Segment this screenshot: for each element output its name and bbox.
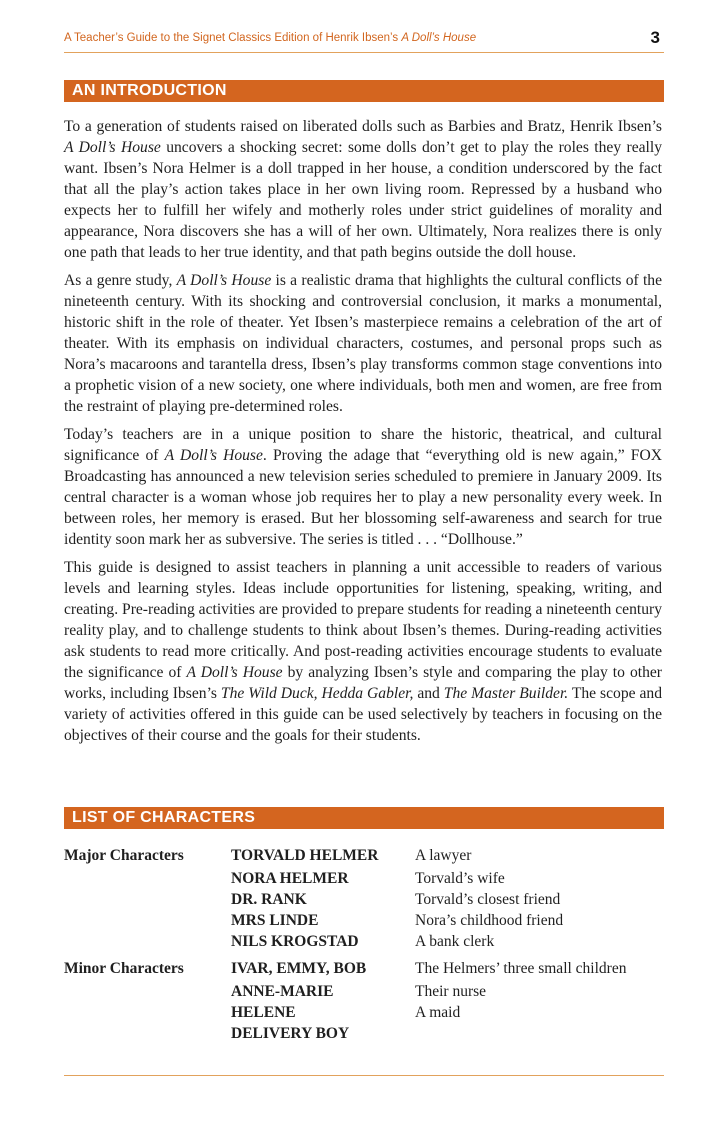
- character-name: HELENE: [231, 1004, 296, 1021]
- character-name: IVAR, EMMY, BOB: [231, 960, 367, 977]
- character-role: Their nurse: [415, 983, 487, 1000]
- character-row: [64, 1023, 664, 1044]
- character-list: [64, 845, 664, 1044]
- character-name: TORVALD HELMER: [231, 847, 379, 864]
- character-role: Torvald’s wife: [415, 870, 505, 887]
- character-row: [64, 845, 664, 866]
- character-role: A lawyer: [415, 847, 472, 864]
- paragraph-3: Today’s teachers are in a unique position to share the historic, theatrical, and cultural significance of A Doll’s House. Proving the adage that “everything old is new again,” FOX Broadcasting has announced a new television series scheduled to premiere in January 2009. Its central character is a woman whose job requires her to play a new personality every week. In between roles, her memory is erased. But her blossoming self-awareness and search for true identity soon mark her as subversive. The series is titled . . . “Dollhouse.”: [64, 426, 662, 548]
- page-number: 3: [650, 28, 660, 47]
- character-role: [415, 1023, 664, 1044]
- character-name: MRS LINDE: [231, 912, 319, 929]
- character-name: DR. RANK: [231, 891, 307, 908]
- character-role: Nora’s childhood friend: [415, 912, 564, 929]
- character-row: [64, 931, 664, 952]
- character-name: ANNE-MARIE: [231, 983, 334, 1000]
- character-row: [64, 958, 664, 979]
- character-row: [64, 868, 664, 889]
- character-role: The Helmers’ three small children: [415, 960, 627, 977]
- character-name: NILS KROGSTAD: [231, 933, 359, 950]
- paragraph-1: To a generation of students raised on liberated dolls such as Barbies and Bratz, Henrik Ibsen’s A Doll’s House uncovers a shocking secret: some dolls don’t get to play the roles they really want. Ibsen’s Nora Helmer is a doll trapped in her house, a condition underscored by the fact that all the play’s action takes place in her own living room. Repressed by a husband who expects her to fulfill her wifely and motherly roles under strict guidelines of morality and appearance, Nora discovers she has a will of her own. Ultimately, Nora realizes there is only one path that leads to her true identity, and that path begins outside the doll house.: [64, 118, 662, 261]
- running-header: [64, 28, 664, 53]
- character-role: A maid: [415, 1004, 461, 1021]
- footer-rule: [64, 1075, 664, 1076]
- paragraph-4: This guide is designed to assist teachers in planning a unit accessible to readers of various levels and learning styles. Ideas include opportunities for listening, speaking, writing, and creating. Pre-reading activities are provided to prepare students for reading a nineteenth century reality play, and to challenge students to think about Ibsen’s themes. During-reading activities ask students to read more critically. And post-reading activities encourage students to evaluate the significance of A Doll’s House by analyzing Ibsen’s style and comparing the play to other works, including Ibsen’s The Wild Duck, Hedda Gabler, and The Master Builder. The scope and variety of activities offered in this guide can be used selectively by teachers in focusing on the objectives of their course and the goals for their students.: [64, 559, 663, 744]
- header-title: A Teacher’s Guide to the Signet Classics Edition of Henrik Ibsen’s A Doll’s House: [64, 32, 477, 44]
- group-label-major: Major Characters: [64, 847, 184, 864]
- group-label-minor: Minor Characters: [64, 960, 184, 977]
- section-heading-characters: LIST OF CHARACTERS: [64, 807, 664, 829]
- character-role: Torvald’s closest friend: [415, 891, 561, 908]
- paragraph-2: As a genre study, A Doll’s House is a realistic drama that highlights the cultural conflicts of the nineteenth century. With its shocking and controversial conclusion, it marks a monumental, historic shift in the role of theater. Yet Ibsen’s masterpiece remains a celebration of the art of theater. With its emphasis on individual characters, costumes, and personal props such as Nora’s macaroons and tarantella dress, Ibsen’s play transforms common stage conventions into a prophetic vision of a new society, one where individuals, both men and women, are free from the restraint of playing pre-determined roles.: [64, 272, 663, 415]
- character-role: A bank clerk: [415, 933, 495, 950]
- character-row: [64, 1002, 664, 1023]
- character-name: NORA HELMER: [231, 870, 349, 887]
- section-heading-introduction: AN INTRODUCTION: [64, 80, 664, 102]
- character-name: DELIVERY BOY: [231, 1025, 350, 1042]
- character-row: [64, 910, 664, 931]
- character-row: [64, 889, 664, 910]
- character-row: [64, 981, 664, 1002]
- introduction-body: [64, 116, 662, 753]
